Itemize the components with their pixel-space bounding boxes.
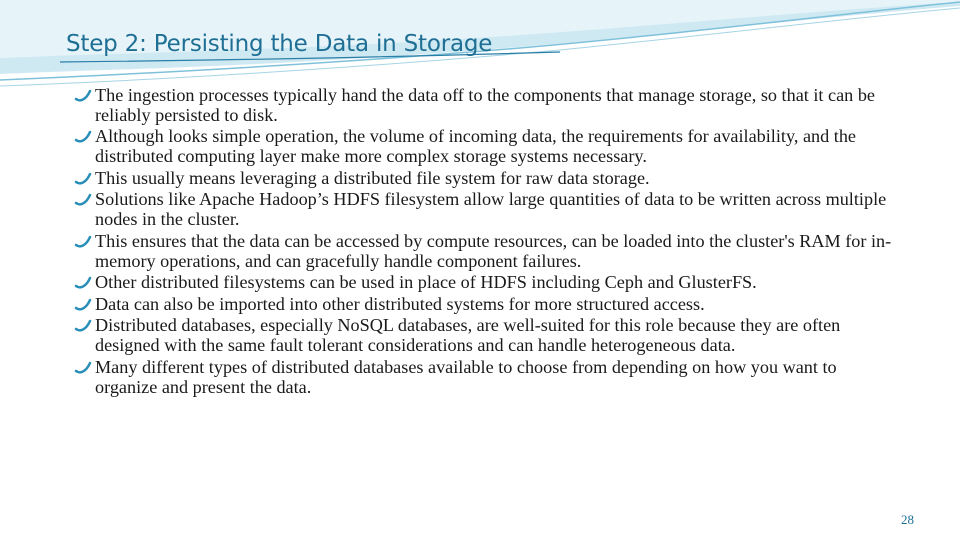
swoosh-bullet-icon xyxy=(74,191,92,209)
bullet-item xyxy=(72,358,902,398)
swoosh-bullet-icon xyxy=(74,170,92,188)
swoosh-bullet-icon xyxy=(74,233,92,251)
bullet-item xyxy=(72,169,902,189)
swoosh-bullet-icon xyxy=(74,317,92,335)
bullet-list xyxy=(72,86,902,399)
swoosh-bullet-icon xyxy=(74,359,92,377)
page-number: 28 xyxy=(901,512,914,527)
bullet-text: The ingestion processes typically hand the data off to the components that manage storage, so that it can be reliably persisted to disk. xyxy=(95,85,875,125)
swoosh-bullet-icon xyxy=(74,87,92,105)
bullet-text: Distributed databases, especially NoSQL databases, are well-suited for this role because they are often designed with the same fault tolerant considerations and can handle heterogeneous data. xyxy=(95,315,841,356)
bullet-text: Many different types of distributed databases available to choose from depending on how you want to organize and present the data. xyxy=(95,356,837,397)
bullet-text: Solutions like Apache Hadoop’s HDFS filesystem allow large quantities of data to be written across multiple nodes in the cluster. xyxy=(95,189,887,230)
bullet-item xyxy=(72,86,902,126)
bullet-item xyxy=(72,127,902,167)
bullet-text: This ensures that the data can be accessed by compute resources, can be loaded into the cluster's RAM for in-memory operations, and can gracefully handle component failures. xyxy=(95,230,892,271)
bullet-text: This usually means leveraging a distributed file system for raw data storage. xyxy=(95,167,650,188)
bullet-item xyxy=(72,273,902,293)
bullet-text: Data can also be imported into other distributed systems for more structured access. xyxy=(95,293,705,314)
swoosh-bullet-icon xyxy=(74,296,92,314)
bullet-item xyxy=(72,232,902,272)
bullet-item xyxy=(72,316,902,356)
bullet-text: Although looks simple operation, the volume of incoming data, the requirements for availability, and the distributed computing layer make more complex storage systems necessary. xyxy=(95,126,856,167)
bullet-item xyxy=(72,295,902,315)
swoosh-bullet-icon xyxy=(74,274,92,292)
bullet-text: Other distributed filesystems can be used in place of HDFS including Ceph and GlusterFS. xyxy=(95,272,757,293)
swoosh-bullet-icon xyxy=(74,128,92,146)
bullet-item xyxy=(72,190,902,230)
slide-title: Step 2: Persisting the Data in Storage xyxy=(66,31,493,57)
